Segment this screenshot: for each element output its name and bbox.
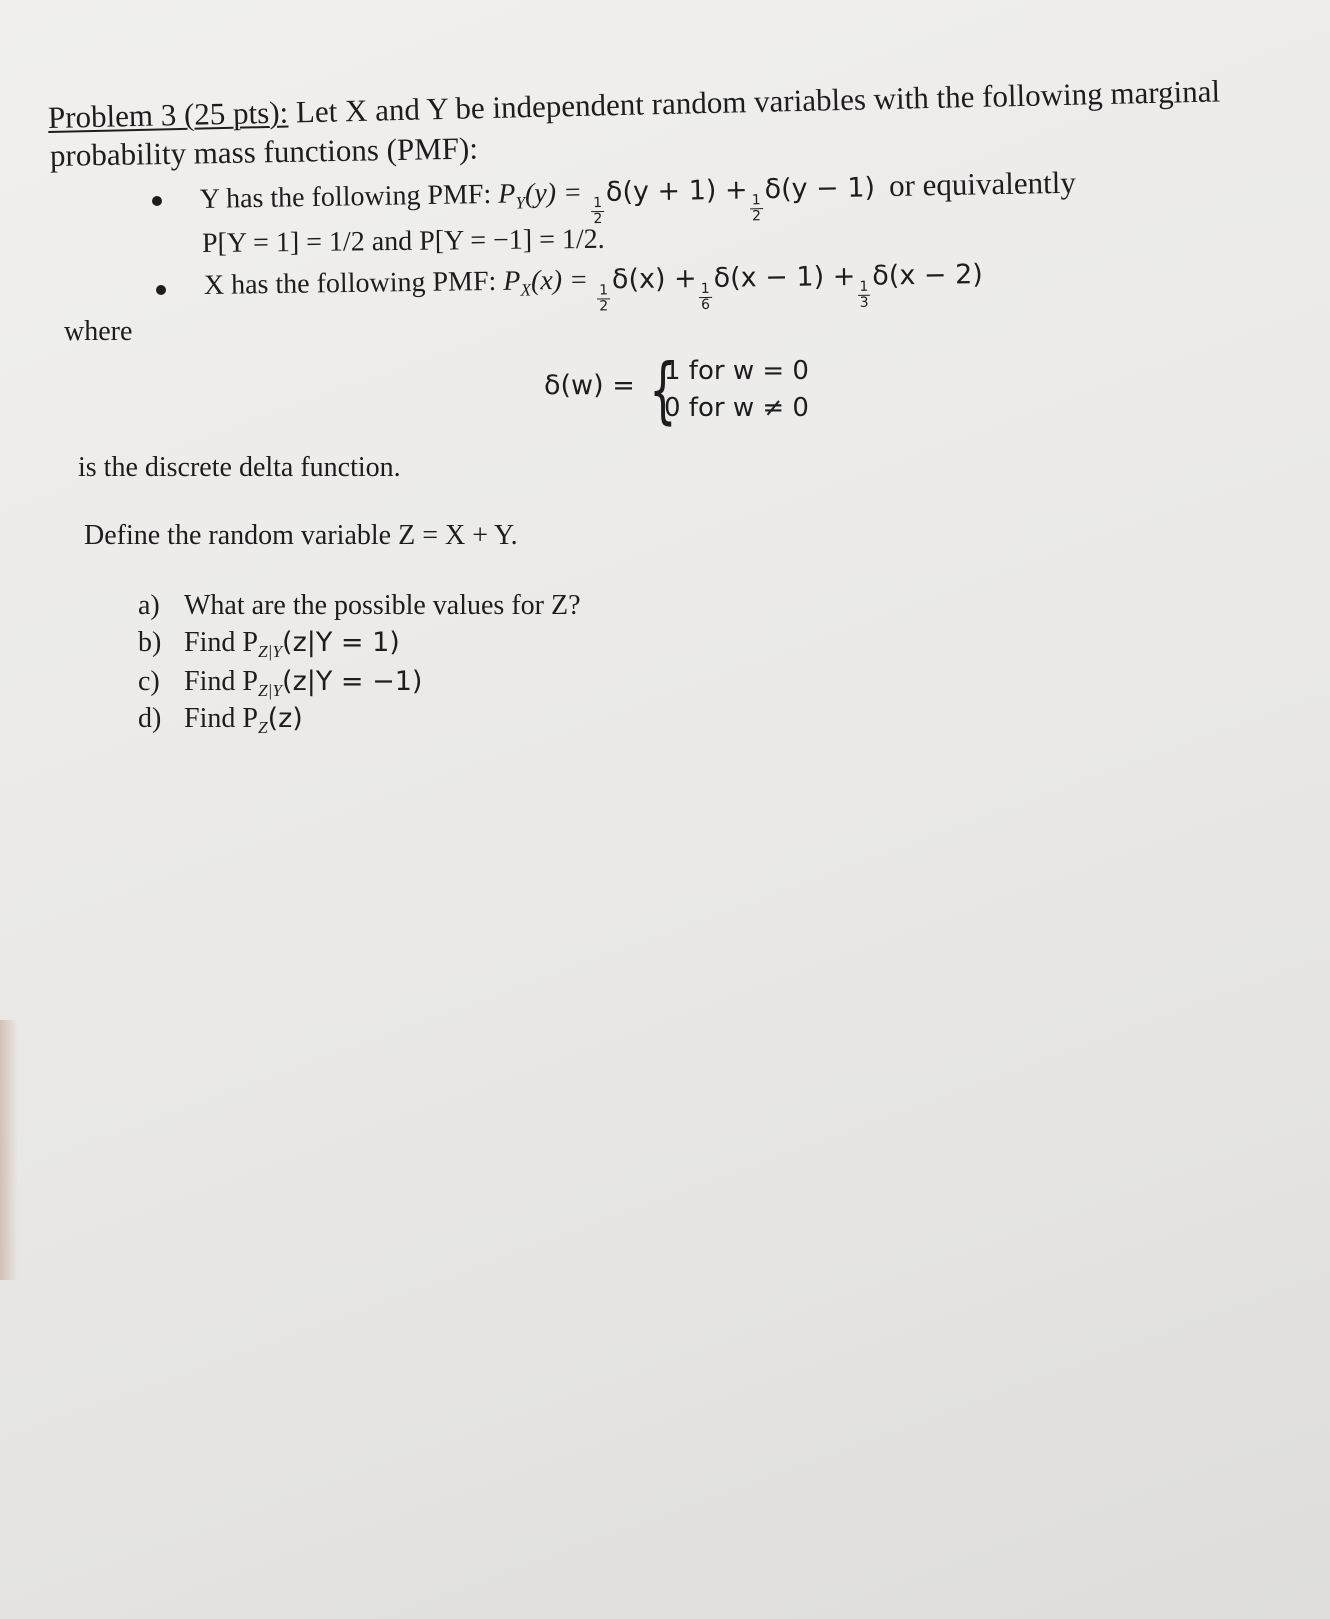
question-c	[138, 666, 422, 701]
x-pmf-sub: X	[520, 280, 532, 300]
fraction-half: $\frac{1}{2}$	[599, 282, 609, 315]
y-pmf-sub: Y	[515, 193, 526, 213]
bullet-x	[204, 259, 984, 319]
bullet-y	[200, 165, 1077, 234]
bullet-y-equiv	[202, 224, 605, 260]
x-term2: δ(x − 1) +	[713, 260, 856, 294]
where-label: where	[64, 316, 133, 347]
problem-intro-1: Let X and Y be independent random variables with the following marginal	[295, 73, 1221, 130]
delta-case-1: 1 for w = 0	[664, 356, 809, 386]
question-label: a)	[138, 590, 160, 621]
problem-heading-line	[48, 73, 1221, 136]
x-prefix: X has the following PMF:	[203, 265, 504, 301]
x-pmf-lhs: P	[503, 265, 521, 297]
x-pmf-arg: (x) =	[530, 264, 596, 297]
fraction-third: $\frac{1}{3}$	[859, 278, 869, 311]
x-term1: δ(x) +	[611, 263, 697, 296]
question-a	[138, 590, 581, 622]
y-equiv: P[Y = 1] = 1/2 and P[Y = −1] = 1/2.	[201, 223, 605, 259]
problem-intro-line-2	[50, 131, 479, 174]
problem-heading: Problem 3 (25 pts):	[47, 94, 289, 135]
question-text: Find P	[184, 627, 258, 658]
y-pmf-lhs: P	[497, 178, 516, 210]
y-term1: δ(y + 1) +	[605, 174, 748, 208]
question-label: b)	[138, 627, 162, 658]
x-term3: δ(x − 2)	[872, 259, 984, 292]
fraction-sixth: $\frac{1}{6}$	[700, 280, 711, 313]
question-arg: (z|Y = 1)	[282, 627, 400, 658]
question-arg: (z)	[267, 703, 303, 734]
bullet-dot-y	[152, 196, 162, 206]
question-arg: (z|Y = −1)	[282, 666, 423, 697]
question-label: c)	[138, 666, 160, 697]
question-text: Find P	[184, 666, 258, 697]
delta-case-2: 0 for w ≠ 0	[664, 393, 809, 423]
question-d	[138, 703, 303, 738]
question-text: Find P	[184, 703, 258, 734]
question-sub: Z|Y	[257, 681, 283, 701]
y-suffix: or equivalently	[888, 164, 1077, 203]
delta-lhs: δ(w) =	[544, 370, 635, 401]
y-term2: δ(y − 1)	[764, 172, 876, 206]
fraction-half: $\frac{1}{2}$	[751, 192, 762, 224]
problem-intro-2: probability mass functions (PMF):	[49, 130, 479, 173]
question-sub: Z	[257, 718, 268, 738]
bullet-dot-x	[156, 285, 166, 295]
define-z: Define the random variable Z = X + Y.	[84, 520, 518, 551]
cases-brace: {	[649, 348, 677, 432]
y-prefix: Y has the following PMF:	[199, 178, 499, 215]
question-b	[138, 627, 400, 662]
fraction-half: $\frac{1}{2}$	[593, 194, 603, 227]
y-pmf-arg: (y) =	[524, 177, 590, 210]
question-label: d)	[138, 703, 162, 734]
page-shadow	[0, 1020, 18, 1280]
question-text: What are the possible values for Z?	[184, 590, 581, 621]
question-sub: Z|Y	[257, 642, 283, 662]
delta-description: is the discrete delta function.	[78, 452, 401, 483]
